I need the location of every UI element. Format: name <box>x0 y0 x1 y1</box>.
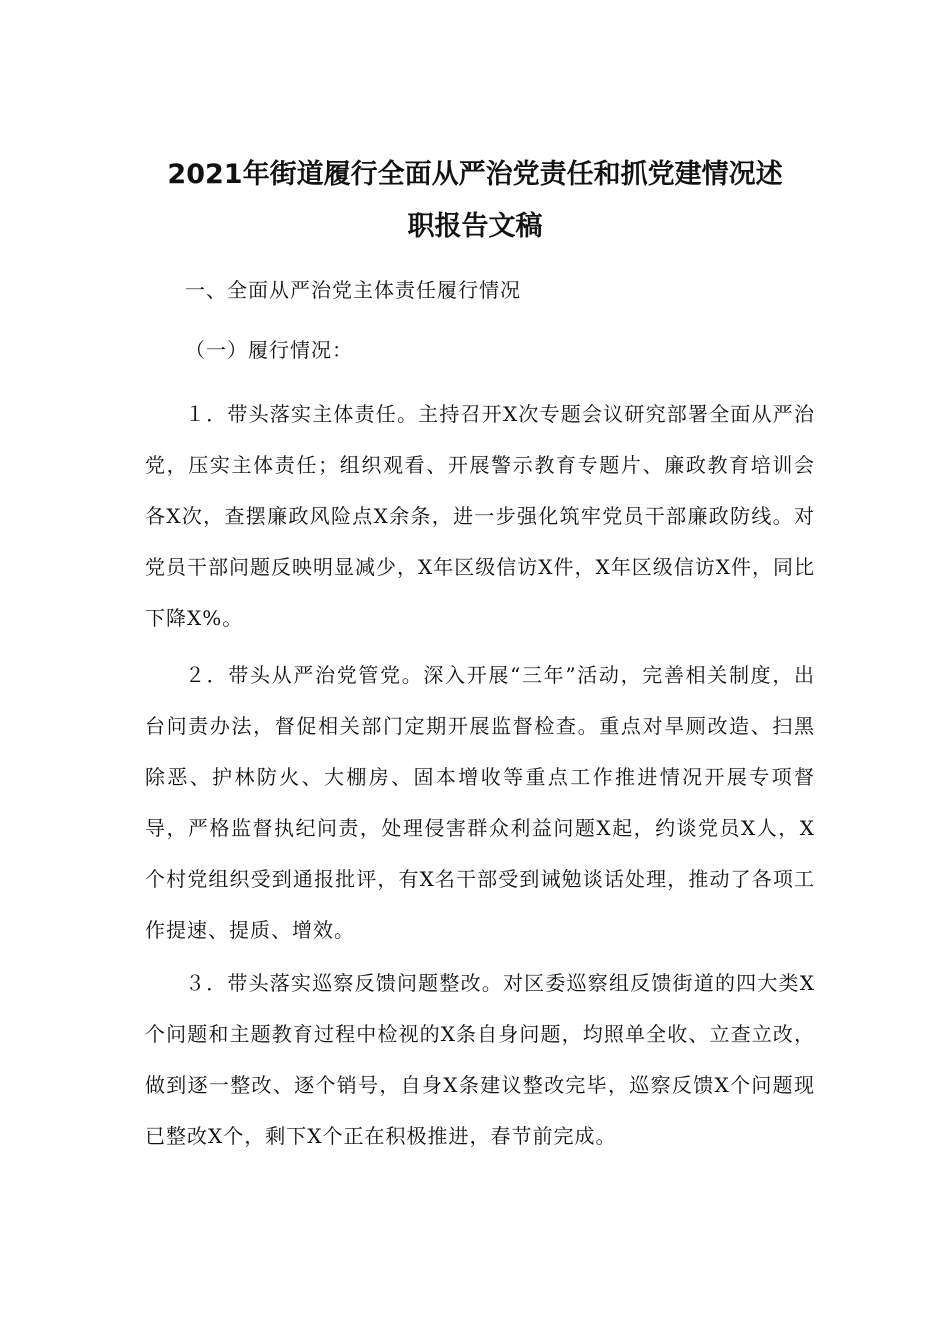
subsection-heading: （一）履行情况： <box>185 338 353 362</box>
document-title-line-1: 2021年街道履行全面从严治党责任和抓党建情况述 <box>167 159 783 190</box>
paragraph-1: １．带头落实主体责任。主持召开X次专题会议研究部署全面从严治党，压实主体责任；组织观看、开展警示教育专题片、廉政教育培训会各X次，查摆廉政风险点X余条，进一步强化筑牢党员干部廉政防线。对党员干部问题反映明显减少，X年区级信访X件，X年区级信访X件，同比下降X%。 <box>145 402 815 630</box>
document-title-line-2: 职报告文稿 <box>407 211 543 242</box>
paragraph-2: ２．带头从严治党管党。深入开展“三年”活动，完善相关制度，出台问责办法，督促相关部门定期开展监督检查。重点对旱厕改造、扫黑除恶、护林防火、大棚房、固本增收等重点工作推进情况开展专项督导，严格监督执纪问责，处理侵害群众利益问题X起，约谈党员X人，X个村党组织受到通报批评，有X名干部受到诫勉谈话处理，推动了各项工作提速、提质、增效。 <box>145 663 815 942</box>
paragraph-3: ３．带头落实巡察反馈问题整改。对区委巡察组反馈街道的四大类X个问题和主题教育过程中检视的X条自身问题，均照单全收、立查立改，做到逐一整改、逐个销号，自身X条建议整改完毕，巡察反馈X个问题现已整改X个，剩下X个正在积极推进，春节前完成。 <box>145 971 815 1148</box>
section-heading: 一、全面从严治党主体责任履行情况 <box>185 278 521 302</box>
